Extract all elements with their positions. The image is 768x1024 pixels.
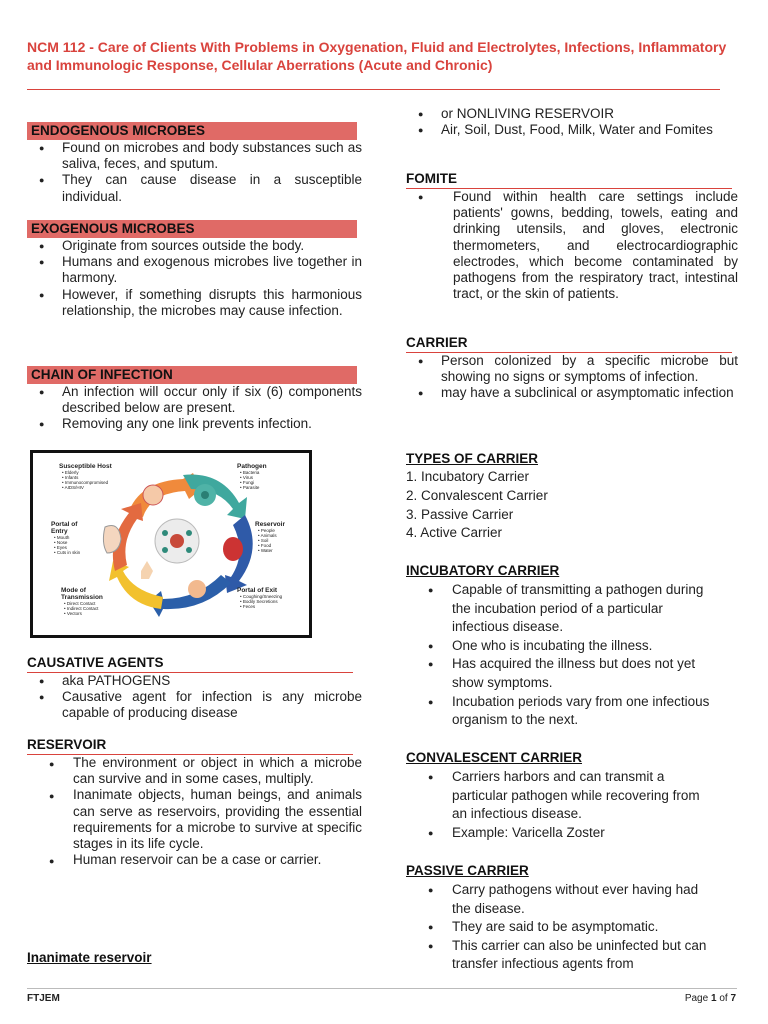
list-item: ● Humans and exogenous microbes live together in harmony. xyxy=(27,254,362,286)
list-item: ● Inanimate objects, human beings, and animals can serve as reservoirs, providing the essential requirements for a microbe to survive at specific stages in its life cycle. xyxy=(27,787,362,852)
list-item: ● Example: Varicella Zoster xyxy=(406,824,716,843)
types-section xyxy=(406,451,738,543)
center-pathogen-icon xyxy=(170,534,184,548)
page-header-title: NCM 112 - Care of Clients With Problems in Oxygenation, Fluid and Electrolytes, Infections, Inflammatory and Immunologic Response, Cellular Aberrations (Acute and Chronic) xyxy=(27,39,727,73)
incubatory-list xyxy=(406,581,716,730)
page-total: 7 xyxy=(730,993,736,1004)
list-item: ● Incubation periods vary from one infectious organism to the next. xyxy=(406,693,716,730)
list-item: ● Removing any one link prevents infection. xyxy=(27,416,362,432)
list-item: ● Person colonized by a specific microbe but showing no signs or symptoms of infection. xyxy=(406,353,738,385)
list-item: ● or NONLIVING RESERVOIR xyxy=(406,106,738,122)
fomite-list xyxy=(406,189,738,302)
sneeze-person-icon xyxy=(188,580,206,598)
carrier-section xyxy=(406,335,738,402)
types-list xyxy=(406,468,738,543)
list-item: 1. Incubatory Carrier xyxy=(406,469,530,484)
footer-author: FTJEM xyxy=(27,993,60,1004)
chain-list xyxy=(27,384,362,433)
exogenous-section xyxy=(27,220,362,319)
of-label: of xyxy=(719,993,728,1004)
nonliving-section xyxy=(406,106,738,138)
endogenous-heading: ENDOGENOUS MICROBES xyxy=(27,122,357,140)
list-item: ● Found within health care settings include patients' gowns, bedding, towels, eating and drinking utensils, and gloves, electronic thermometers, and electrocardiographic electrodes, which become contaminated by pathogens from the respiratory tract, intestinal tract, or the skin of patients. xyxy=(406,189,738,302)
list-item: ● An infection will occur only if six (6) components described below are present. xyxy=(27,384,362,416)
list-item: ● aka PATHOGENS xyxy=(27,673,362,689)
causative-section xyxy=(27,655,362,722)
reservoir-section xyxy=(27,737,362,868)
exogenous-list xyxy=(27,238,362,319)
inanimate-heading: Inanimate reservoir xyxy=(27,950,152,965)
portal-exit-label: Portal of Exit • Coughing/Sneezing • Bodily Secretions • Feces xyxy=(237,587,283,609)
reservoir-label: Reservoir • People • Animals • Soil • Food • Water xyxy=(255,521,285,553)
fomite-section xyxy=(406,171,738,302)
page-number: 1 xyxy=(710,993,717,1004)
header-divider xyxy=(27,89,720,90)
list-item: ● Capable of transmitting a pathogen during the incubation period of a particular infectious disease. xyxy=(406,581,716,637)
reservoir-heading: RESERVOIR xyxy=(27,737,353,755)
list-item: ● They are said to be asymptomatic. xyxy=(406,918,716,937)
causative-list xyxy=(27,673,362,722)
list-item: ● Carry pathogens without ever having had the disease. xyxy=(406,881,716,918)
list-item: ● However, if something disrupts this harmonious relationship, the microbes may cause infection. xyxy=(27,287,362,319)
convalescent-heading: CONVALESCENT CARRIER xyxy=(406,750,583,765)
incubatory-section xyxy=(406,563,738,730)
convalescent-list xyxy=(406,768,716,842)
exogenous-heading: EXOGENOUS MICROBES xyxy=(27,220,357,238)
passive-section xyxy=(406,863,738,974)
mode-transmission-label: Mode of Transmission • Direct Contact • Indirect Contact • Vectors xyxy=(61,587,103,616)
endogenous-list xyxy=(27,140,362,205)
chain-of-infection-figure xyxy=(30,450,312,638)
list-item: ● Human reservoir can be a case or carrier. xyxy=(27,852,362,868)
reservoir-icon xyxy=(223,537,243,561)
list-item: ● This carrier can also be uninfected but can transfer infectious agents from xyxy=(406,937,716,974)
endogenous-section xyxy=(27,122,362,205)
inanimate-section xyxy=(27,950,362,966)
footer-divider xyxy=(27,988,737,989)
list-item: ● Found on microbes and body substances such as saliva, feces, and sputum. xyxy=(27,140,362,172)
list-item: ● Has acquired the illness but does not yet show symptoms. xyxy=(406,655,716,692)
susceptible-host-label: Susceptible Host • Elderly • Infants • Immunocompromised • AIDS/HIV xyxy=(59,463,112,490)
fomite-heading: FOMITE xyxy=(406,171,732,189)
list-item: ● may have a subclinical or asymptomatic infection xyxy=(406,385,738,401)
carrier-list xyxy=(406,353,738,402)
page-label: Page xyxy=(684,993,709,1004)
list-item: ● They can cause disease in a susceptible individual. xyxy=(27,172,362,204)
list-item: ● Causative agent for infection is any microbe capable of producing disease xyxy=(27,689,362,721)
passive-list xyxy=(406,881,716,974)
list-item: 2. Convalescent Carrier xyxy=(406,487,548,503)
dark-blue-arrow xyxy=(149,575,231,617)
hand-icon xyxy=(141,561,153,579)
list-item: ● The environment or object in which a microbe can survive and in some cases, multiply. xyxy=(27,755,362,787)
sick-person-icon xyxy=(143,485,163,505)
list-item: ● Originate from sources outside the body. xyxy=(27,238,362,254)
list-item: ● Air, Soil, Dust, Food, Milk, Water and Fomites xyxy=(406,122,738,138)
chain-heading: CHAIN OF INFECTION xyxy=(27,366,357,384)
carrier-heading: CARRIER xyxy=(406,335,732,353)
causative-heading: CAUSATIVE AGENTS xyxy=(27,655,353,673)
list-item: ● Carriers harbors and can transmit a particular pathogen while recovering from an infectious disease. xyxy=(406,768,716,824)
types-heading: TYPES OF CARRIER xyxy=(406,451,539,466)
list-item: 4. Active Carrier xyxy=(406,525,503,541)
list-item: 3. Passive Carrier xyxy=(406,506,514,522)
passive-heading: PASSIVE CARRIER xyxy=(406,863,529,878)
chain-section xyxy=(27,366,362,433)
page-indicator xyxy=(685,993,736,1004)
convalescent-section xyxy=(406,750,738,842)
nonliving-list xyxy=(406,106,738,138)
incubatory-heading: INCUBATORY CARRIER xyxy=(406,563,560,578)
reservoir-list xyxy=(27,755,362,868)
pathogen-label: Pathogen • Bacteria • Virus • Fungi • Parasite xyxy=(237,463,267,490)
portal-entry-label: Portal of Entry • Mouth • Nose • Eyes • Cuts in skin xyxy=(51,521,81,555)
list-item: ● One who is incubating the illness. xyxy=(406,637,716,656)
